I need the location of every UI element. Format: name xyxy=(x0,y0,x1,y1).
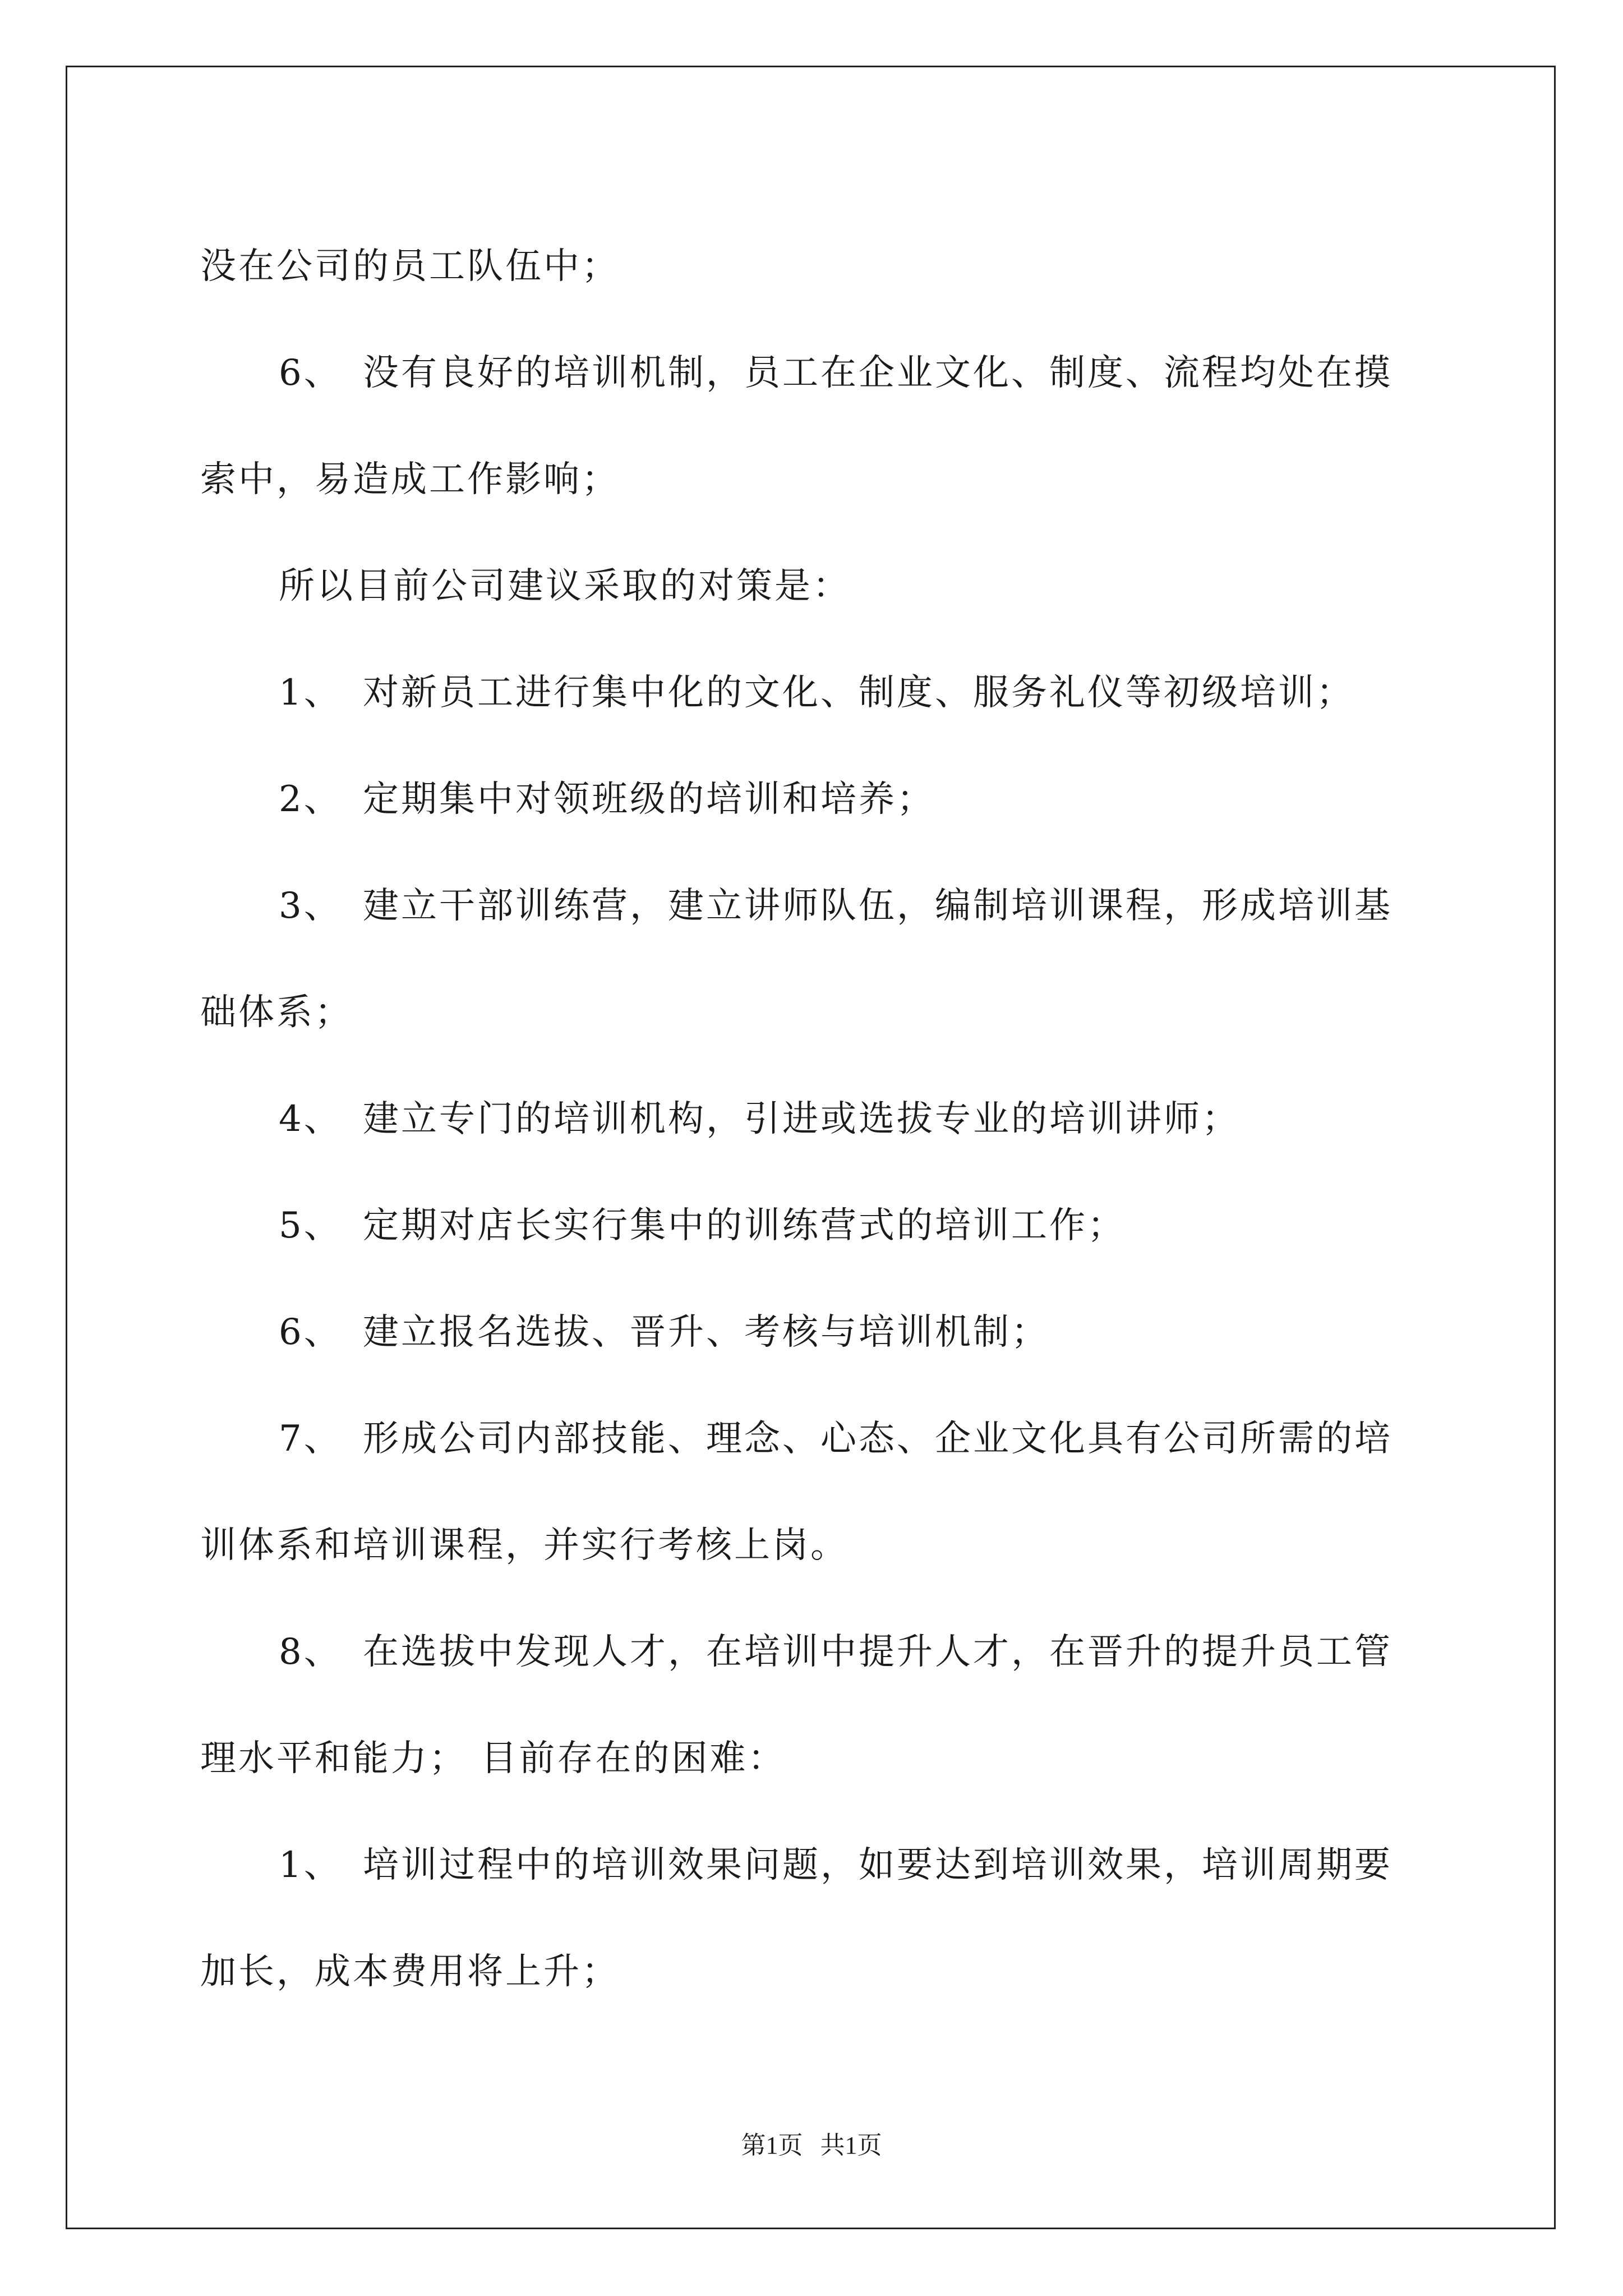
paragraph-2: 所以目前公司建议采取的对策是： xyxy=(279,565,851,607)
paragraph-4: 2、 定期集中对领班级的培训和培养； xyxy=(279,779,935,820)
page-total: 共1页 xyxy=(820,2132,882,2159)
paragraph-3: 1、 对新员工进行集中化的文化、制度、服务礼仪等初级培训； xyxy=(279,672,1354,714)
page-footer xyxy=(0,2129,1623,2162)
paragraph-5: 3、 建立干部训练营，建立讲师队伍，编制培训课程，形成培训基础体系； xyxy=(200,885,1393,1033)
paragraph-10: 8、 在选拔中发现人才，在培训中提升人才，在晋升的提升员工管理水平和能力； 目前存在的困难： xyxy=(200,1631,1393,1779)
paragraph-8: 6、 建立报名选拔、晋升、考核与培训机制； xyxy=(279,1312,1049,1353)
document-body xyxy=(200,213,1428,2025)
page-number: 第1页 xyxy=(741,2132,803,2159)
paragraph-1: 6、 没有良好的培训机制，员工在企业文化、制度、流程均处在摸索中，易造成工作影响； xyxy=(200,352,1393,500)
paragraph-11: 1、 培训过程中的培训效果问题，如要达到培训效果，培训周期要加长，成本费用将上升； xyxy=(200,1844,1393,1993)
paragraph-9: 7、 形成公司内部技能、理念、心态、企业文化具有公司所需的培训体系和培训课程，并实行考核上岗。 xyxy=(200,1418,1393,1566)
paragraph-6: 4、 建立专门的培训机构，引进或选拔专业的培训讲师； xyxy=(279,1098,1240,1140)
paragraph-7: 5、 定期对店长实行集中的训练营式的培训工作； xyxy=(279,1205,1126,1246)
paragraph-0: 没在公司的员工队伍中； xyxy=(200,246,620,287)
